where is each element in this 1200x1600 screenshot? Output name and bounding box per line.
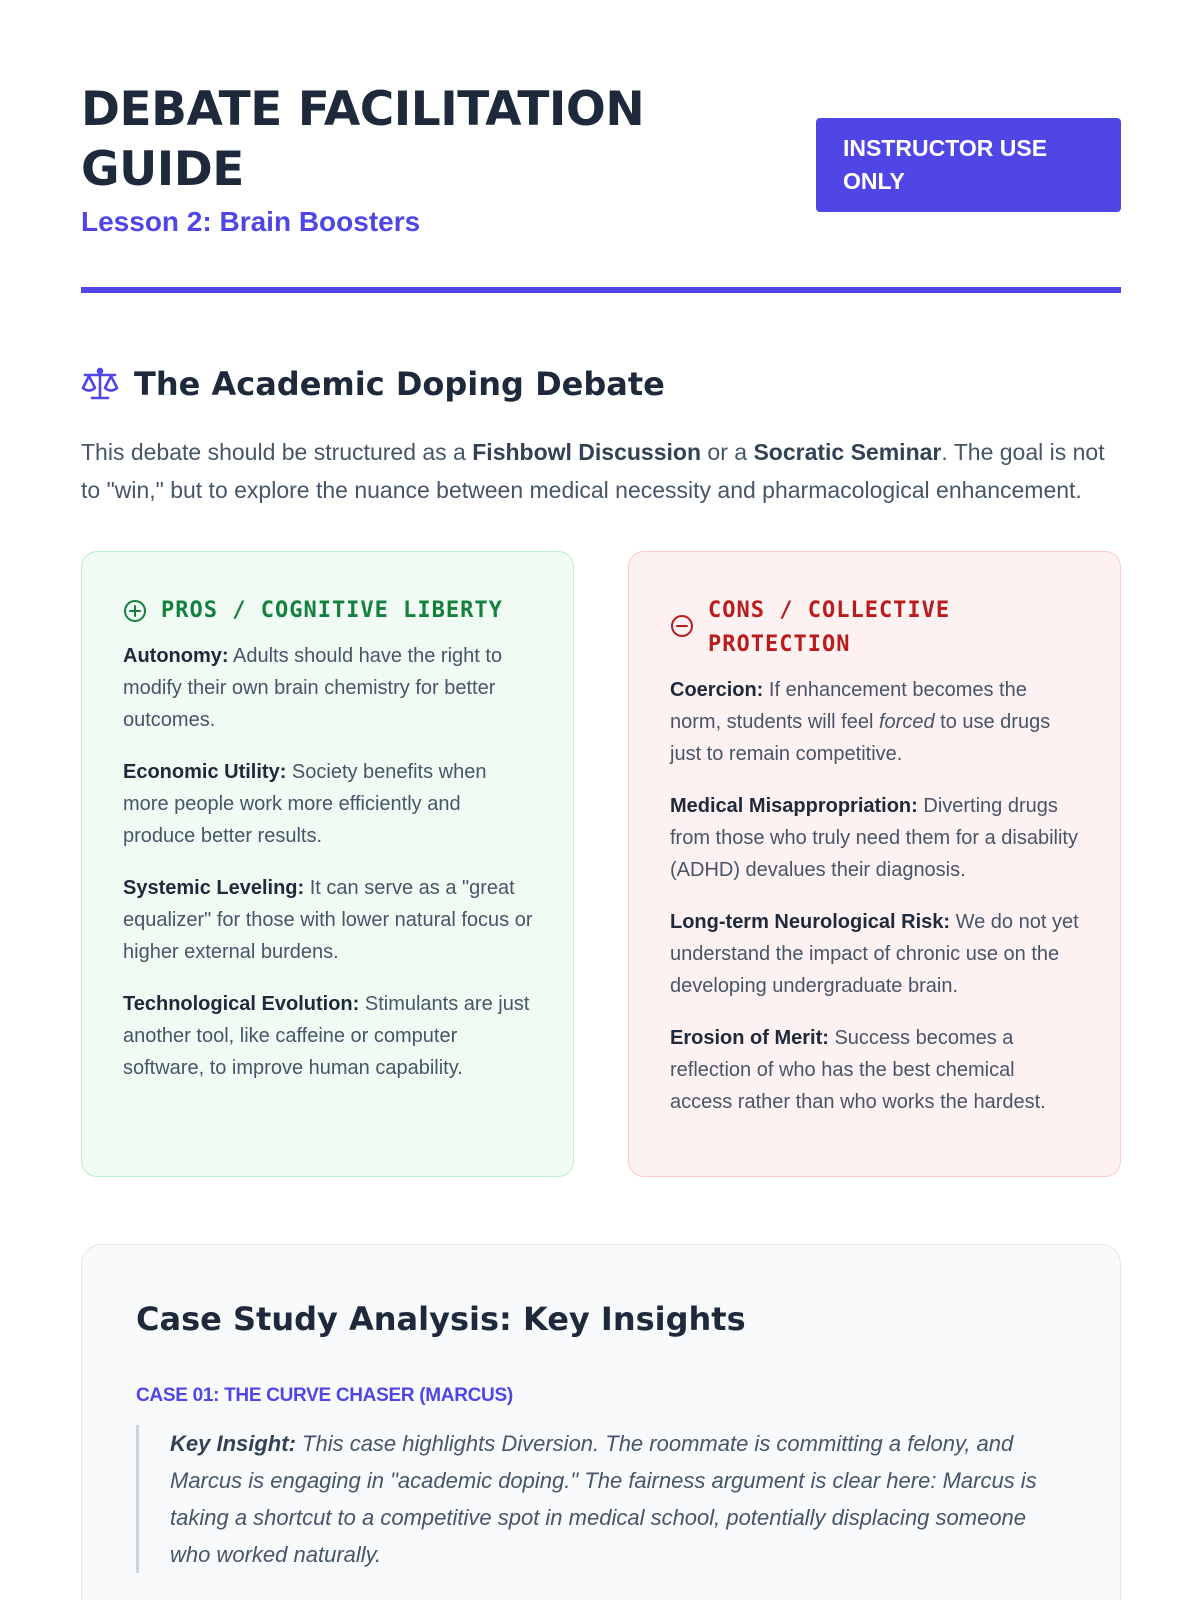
insight-text: This case highlights Diversion. The roommate is committing a felony, and Marcus is engaging in "academic doping." The fairness argument is clear here: Marcus is taking a shortcut to a competitive spot in medical school, potentially displacing someone who worked naturally. (170, 1431, 1037, 1567)
intro-paragraph (81, 433, 1121, 509)
point-term: Medical Misappropriation: (670, 795, 918, 817)
point-text: Success becomes a reflection of who has the best chemical access rather than who works the hardest. (670, 1027, 1046, 1113)
cons-card-heading (670, 594, 1080, 662)
point-text: Stimulants are just another tool, like caffeine or computer software, to improve human capability. (123, 993, 530, 1079)
pros-point (123, 988, 533, 1084)
pros-point (123, 872, 533, 968)
pros-card (81, 551, 574, 1177)
debate-section-heading (81, 360, 665, 408)
cons-point (670, 674, 1080, 770)
point-text: to use drugs just to remain competitive. (670, 711, 1051, 765)
case-study-panel (81, 1244, 1121, 1600)
header-divider (81, 287, 1121, 293)
point-term: Technological Evolution: (123, 993, 360, 1015)
intro-text: . The goal is not to "win," but to explore the nuance between medical necessity and pharmacological enhancement. (81, 439, 1105, 503)
lesson-subtitle: Lesson 2: Brain Boosters (81, 206, 421, 237)
page-header (81, 80, 1121, 240)
pros-point (123, 640, 533, 736)
cons-card (628, 551, 1121, 1177)
intro-emphasis: Fishbowl Discussion (472, 439, 702, 465)
case-study-title: Case Study Analysis: Key Insights (136, 1300, 746, 1338)
key-insight-quote (136, 1425, 1066, 1573)
point-text: We do not yet understand the impact of chronic use on the developing undergraduate brain. (670, 911, 1079, 997)
instructor-badge: INSTRUCTOR USE ONLY (816, 118, 1121, 212)
scale-icon (81, 366, 119, 402)
point-term: Economic Utility: (123, 761, 287, 783)
cons-point (670, 1022, 1080, 1118)
insight-label: Key Insight: (170, 1431, 296, 1456)
point-text: It can serve as a "great equalizer" for those with lower natural focus or higher external burdens. (123, 877, 533, 963)
point-term: Systemic Leveling: (123, 877, 305, 899)
minus-circle-icon (670, 614, 694, 643)
cons-point (670, 790, 1080, 886)
intro-text: This debate should be structured as a (81, 439, 473, 465)
point-text: Diverting drugs from those who truly need them for a disability (ADHD) devalues their diagnosis. (670, 795, 1078, 881)
pros-point (123, 756, 533, 852)
cons-card-title: CONS / COLLECTIVE PROTECTION (708, 598, 951, 657)
intro-emphasis: Socratic Seminar (753, 439, 942, 465)
page-title: DEBATE FACILITATION GUIDE (81, 82, 645, 197)
point-term: Coercion: (670, 679, 764, 701)
intro-text: or a (701, 439, 754, 465)
pros-card-title: PROS / COGNITIVE LIBERTY (161, 598, 503, 623)
plus-circle-icon (123, 599, 147, 628)
point-text: If enhancement becomes the norm, students will feel (670, 679, 1027, 733)
point-text: Adults should have the right to modify their own brain chemistry for better outcomes. (123, 645, 503, 731)
pros-card-heading (123, 594, 533, 628)
case-label: CASE 01: THE CURVE CHASER (MARCUS) (136, 1385, 513, 1406)
point-term: Long-term Neurological Risk: (670, 911, 951, 933)
point-term: Autonomy: (123, 645, 229, 667)
point-emphasis: forced (878, 711, 935, 733)
cons-point (670, 906, 1080, 1002)
point-term: Erosion of Merit: (670, 1027, 829, 1049)
section-title: The Academic Doping Debate (134, 365, 665, 403)
point-text: Society benefits when more people work more efficiently and produce better results. (123, 761, 487, 847)
